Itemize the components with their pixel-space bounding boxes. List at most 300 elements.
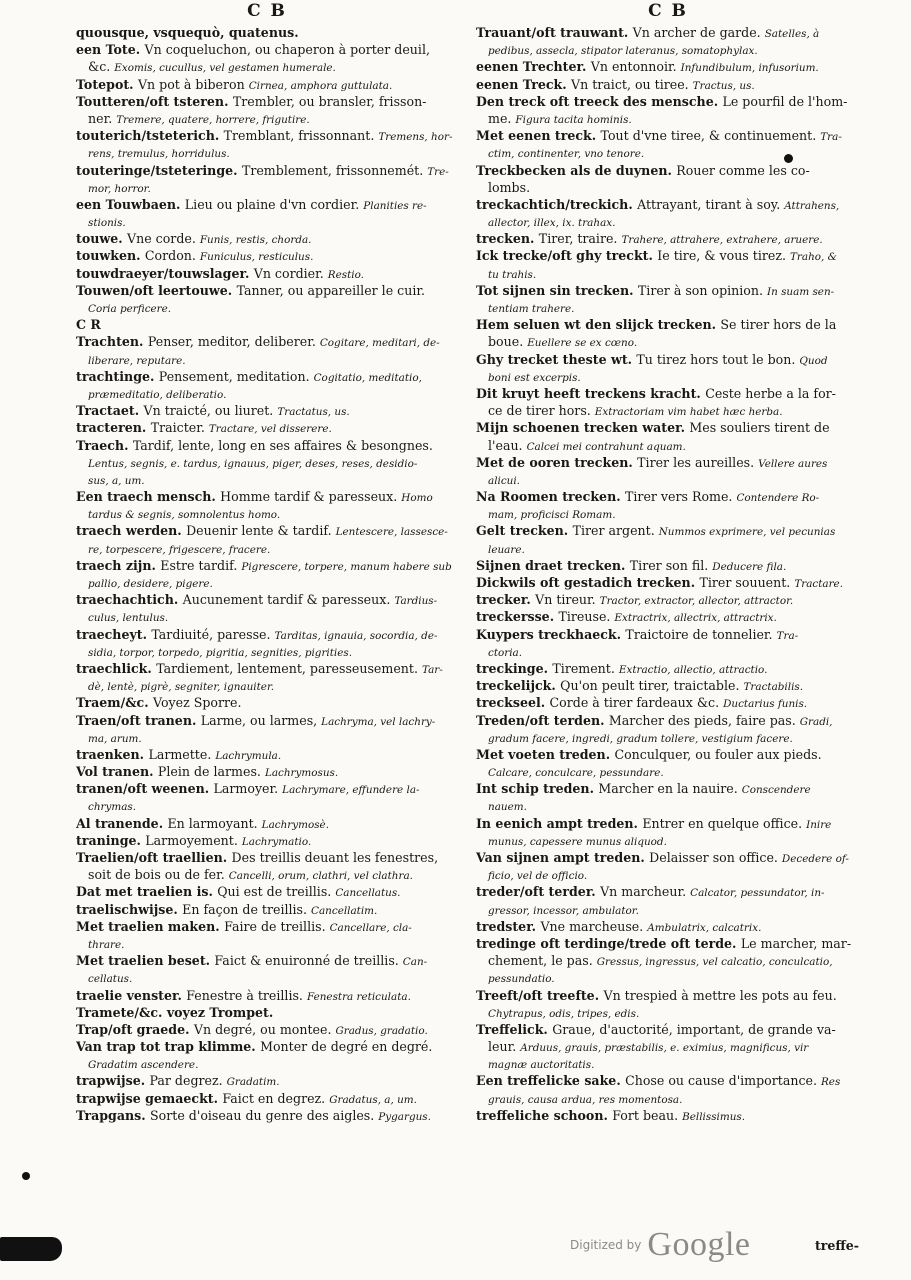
entry-line — [476, 213, 860, 230]
latin-gloss: chrymas. — [88, 801, 137, 814]
latin-gloss: Tra- — [776, 629, 799, 642]
french-gloss: Des treillis deuant les fenestres, — [231, 850, 439, 865]
french-gloss: Qui est de treillis. — [217, 884, 336, 900]
headword: Traem/&c. — [76, 695, 153, 711]
headword: traenken. — [76, 746, 149, 762]
latin-gloss: Cogitare, meditari, de- — [319, 337, 440, 350]
entry-line — [76, 196, 458, 213]
french-gloss: Tirement. — [552, 660, 619, 676]
entry-line — [476, 351, 860, 368]
french-gloss: Tirer argent. — [572, 523, 659, 539]
french-gloss: Rouer comme les co- — [676, 162, 810, 178]
headword: trapwijse gemaeckt. — [76, 1090, 223, 1106]
latin-gloss: tu trahis. — [488, 268, 537, 281]
entry-line — [476, 402, 860, 419]
headword: trecken. — [476, 231, 539, 247]
headword: treckinge. — [476, 660, 553, 676]
french-gloss: Traictoire de tonnelier. — [625, 626, 777, 642]
latin-gloss: Tremere, quatere, horrere, frigutire. — [116, 113, 310, 126]
french-gloss: Vn cordier. — [253, 265, 328, 281]
entry-line — [476, 127, 860, 144]
entry-line — [76, 797, 458, 814]
french-gloss: Tardiuité, paresse. — [151, 626, 275, 642]
entry-line — [476, 488, 860, 505]
latin-gloss: Restio. — [327, 268, 364, 281]
latin-gloss: Tractatus, us. — [277, 406, 350, 419]
entry-line — [476, 901, 860, 918]
entry-line — [476, 1038, 860, 1055]
french-gloss: Voyez Sporre. — [153, 695, 242, 711]
entry-line — [76, 454, 458, 471]
latin-gloss: Calcare, conculcare, pessundare. — [488, 767, 664, 780]
headword: Kuypers treckhaeck. — [476, 626, 626, 642]
entry-line — [76, 162, 458, 179]
latin-gloss: Tractus, us. — [692, 79, 755, 92]
latin-gloss: munus, capessere munus aliquod. — [488, 835, 667, 848]
entry-line — [76, 574, 458, 591]
entry-line — [76, 935, 458, 952]
left-column — [76, 2, 458, 1124]
entry-line — [476, 144, 860, 161]
latin-gloss: alicui. — [488, 474, 520, 487]
entry-line — [76, 815, 458, 832]
entry-line — [76, 127, 458, 144]
latin-gloss: Euellere se ex cœno. — [527, 337, 638, 350]
entry-line — [476, 866, 860, 883]
latin-gloss: Vellere aures — [758, 457, 828, 470]
latin-gloss: Lentus, segnis, e. tardus, ignauus, piger, deses, reses, desidio- — [88, 457, 418, 470]
latin-gloss: ficio, vel de officio. — [488, 870, 588, 883]
entry-line — [476, 385, 860, 402]
headword: traelischwijse. — [76, 901, 183, 917]
latin-gloss: Figura tacita hominis. — [515, 113, 632, 126]
headword: Treffelick. — [476, 1021, 553, 1037]
headword: Met traelien beset. — [76, 953, 215, 969]
latin-gloss: Tractare, vel disserere. — [208, 423, 332, 436]
french-gloss: lombs. — [488, 179, 531, 195]
headword: een Tote. — [76, 42, 145, 58]
entry-line — [76, 402, 458, 419]
entry-line — [476, 935, 860, 952]
french-gloss: Homme tardif & paresseux. — [220, 489, 402, 505]
french-gloss: Larmoyer. — [213, 781, 283, 797]
headword: Traen/oft tranen. — [76, 712, 201, 728]
latin-gloss: Decedere of- — [781, 853, 849, 865]
french-gloss: Lieu ou plaine d'vn cordier. — [184, 196, 364, 212]
entry-line — [76, 351, 458, 368]
headword: traecheyt. — [76, 626, 152, 642]
headword: Toutteren/oft tsteren. — [76, 93, 233, 109]
french-gloss: Vn trespied à mettre les pots au feu. — [603, 987, 837, 1003]
headword: Trapgans. — [76, 1107, 151, 1123]
latin-gloss: gradum facere, ingredi, gradum tollere, vestigium facere. — [488, 732, 793, 745]
french-gloss: me. — [488, 110, 516, 126]
latin-gloss: mor, horror. — [88, 182, 151, 195]
latin-gloss: dè, lentè, pigrè, segniter, ignauiter. — [88, 681, 275, 694]
headword: Dit kruyt heeft treckens kracht. — [476, 385, 706, 401]
entry-line — [76, 110, 458, 127]
latin-gloss: Quod — [799, 354, 828, 367]
entry-line — [476, 643, 860, 660]
entry-line — [476, 24, 860, 41]
headword: Trauant/oft trauwant. — [476, 25, 633, 40]
entry-line — [476, 196, 860, 213]
headword: Sijnen draet trecken. — [476, 557, 630, 573]
french-gloss: Par degrez. — [149, 1073, 227, 1089]
headword: Een traech mensch. — [76, 489, 221, 505]
entry-line — [476, 1090, 860, 1107]
french-gloss: Marcher en la nauire. — [598, 781, 742, 797]
french-gloss: Vn archer de garde. — [632, 25, 765, 40]
headword: traech zijn. — [76, 557, 161, 573]
latin-gloss: mam, proficisci Romam. — [488, 509, 616, 522]
latin-gloss: Planities re- — [363, 199, 427, 212]
headword: Van sijnen ampt treden. — [476, 850, 650, 865]
latin-gloss: magnæ auctoritatis. — [488, 1059, 595, 1072]
entry-line — [476, 557, 860, 574]
french-gloss: Cordon. — [144, 248, 200, 264]
latin-gloss: grauis, causa ardua, res momentosa. — [488, 1093, 683, 1106]
headword: trecker. — [476, 592, 536, 608]
latin-gloss: re, torpescere, frigescere, fracere. — [88, 543, 271, 556]
column-heading: C B — [247, 1, 287, 21]
headword: traechlick. — [76, 660, 157, 676]
right-column — [476, 2, 860, 1124]
latin-gloss: Cancelli, orum, clathri, vel clathra. — [228, 870, 413, 883]
entry-line — [76, 866, 458, 883]
entry-line — [76, 660, 458, 677]
entry-line — [76, 93, 458, 110]
latin-gloss: Calcator, pessundator, in- — [690, 887, 825, 900]
french-gloss: Vn degré, ou montee. — [193, 1021, 336, 1037]
entry-line — [476, 1004, 860, 1021]
entry-line — [76, 1072, 458, 1089]
entry-line — [476, 694, 860, 711]
entry-line — [76, 368, 458, 385]
headword: treffeliche schoon. — [476, 1107, 613, 1123]
french-gloss: Penser, meditor, deliberer. — [147, 334, 320, 350]
headword: Tot sijnen sin trecken. — [476, 282, 638, 298]
headword: Met traelien maken. — [76, 918, 225, 934]
latin-gloss: Gradus, gradatio. — [335, 1024, 428, 1037]
headword: treckseel. — [476, 695, 550, 711]
french-gloss: En façon de treillis. — [182, 901, 312, 917]
entry-line — [76, 1038, 458, 1055]
latin-gloss: Arduus, grauis, præstabilis, e. eximius, magnificus, vir — [520, 1042, 809, 1055]
latin-gloss: Funiculus, resticulus. — [199, 251, 314, 264]
entry-line — [476, 797, 860, 814]
french-gloss: Tremblant, frissonnant. — [223, 128, 379, 144]
entry-line — [476, 505, 860, 522]
latin-gloss: Calcei mei contrahunt aquam. — [526, 440, 686, 453]
french-gloss: Tremblement, frissonnemét. — [241, 162, 428, 178]
latin-gloss: Gradi, — [799, 715, 833, 728]
headword: tredster. — [476, 918, 541, 934]
entry-line — [476, 368, 860, 385]
latin-gloss: liberare, reputare. — [88, 354, 186, 367]
french-gloss: Fenestre à treillis. — [186, 987, 307, 1003]
entry-line — [76, 505, 458, 522]
entry-line — [76, 247, 458, 264]
french-gloss: Corde à tirer fardeaux &c. — [549, 695, 724, 711]
french-gloss: Larme, ou larmes, — [200, 712, 322, 728]
latin-gloss: Homo — [401, 492, 433, 505]
entry-line — [476, 471, 860, 488]
latin-gloss: gressor, incessor, ambulator. — [488, 904, 639, 917]
entry-line — [76, 385, 458, 402]
latin-gloss: Tarditas, ignauia, socordia, de- — [274, 629, 438, 642]
latin-gloss: Deducere fila. — [712, 560, 787, 573]
latin-gloss: Tra- — [820, 131, 842, 144]
watermark-brand: Google — [647, 1226, 751, 1263]
latin-gloss: Cogitatio, meditatio, — [313, 371, 422, 384]
latin-gloss: Lachrymosus. — [264, 767, 339, 780]
french-gloss: Monter de degré en degré. — [260, 1039, 433, 1055]
entry-line — [76, 557, 458, 574]
watermark-prefix: Digitized by — [570, 1238, 642, 1252]
headword: Touwen/oft leertouwe. — [76, 282, 237, 298]
headword: Mijn schoenen trecken water. — [476, 420, 690, 436]
latin-gloss: boni est excerpis. — [488, 371, 581, 384]
french-gloss: Aucunement tardif & paresseux. — [182, 592, 395, 608]
latin-gloss: Pigrescere, torpere, manum habere sub — [241, 560, 452, 573]
left-entries — [76, 24, 458, 1124]
headword: quousque, vsquequò, quatenus. — [76, 25, 299, 40]
column-heading: C B — [648, 1, 688, 21]
latin-gloss: Chytrapus, odis, tripes, edis. — [488, 1007, 640, 1020]
french-gloss: Tirer à son opinion. — [637, 282, 767, 298]
headword: Ghy trecket theste wt. — [476, 351, 637, 367]
entry-line — [76, 299, 458, 316]
latin-gloss: Fenestra reticulata. — [306, 990, 411, 1003]
entry-line — [476, 608, 860, 625]
latin-gloss: Tractor, extractor, allector, attractor. — [599, 595, 794, 608]
latin-gloss: Funis, restis, chorda. — [199, 234, 312, 247]
latin-gloss: thrare. — [88, 938, 125, 951]
headword: touwe. — [76, 231, 127, 247]
french-gloss: Vn traicté, ou liuret. — [143, 403, 278, 419]
french-gloss: Tirer son fil. — [629, 557, 713, 573]
headword: touwken. — [76, 248, 145, 264]
latin-gloss: Can- — [402, 956, 428, 969]
right-entries — [476, 24, 860, 1124]
headword: Tractaet. — [76, 403, 144, 419]
entry-line — [76, 282, 458, 299]
latin-gloss: Ambulatrix, calcatrix. — [647, 921, 762, 934]
entry-line — [76, 849, 458, 866]
entry-line — [476, 179, 860, 196]
entry-line — [476, 832, 860, 849]
headword: Gelt trecken. — [476, 523, 573, 539]
latin-gloss: Contendere Ro- — [736, 492, 820, 505]
headword: treckachtich/treckich. — [476, 196, 638, 212]
entry-line — [476, 265, 860, 282]
entry-line — [476, 677, 860, 694]
entry-line — [76, 316, 458, 333]
entry-line — [476, 110, 860, 127]
latin-gloss: Cancellatim. — [311, 904, 378, 917]
latin-gloss: Gradatim ascendere. — [88, 1059, 199, 1072]
latin-gloss: pessundatio. — [488, 973, 555, 986]
ink-blot — [784, 154, 793, 163]
entry-line — [476, 763, 860, 780]
latin-gloss: ctoria. — [488, 646, 523, 659]
latin-gloss: Cancellatus. — [335, 887, 401, 900]
latin-gloss: Coria perficere. — [88, 303, 172, 315]
latin-gloss: Tardius- — [394, 595, 438, 608]
entry-line — [476, 41, 860, 58]
digitization-watermark — [570, 1226, 751, 1264]
entry-line — [476, 454, 860, 471]
latin-gloss: Lachrymula. — [215, 749, 282, 762]
french-gloss: Faict en degrez. — [222, 1090, 330, 1106]
french-gloss: Tireuse. — [558, 609, 615, 625]
entry-line — [476, 522, 860, 539]
latin-gloss: pedibus, assecla, stipator lateranus, somatophylax. — [488, 45, 758, 58]
headword: touteringe/tsteteringe. — [76, 162, 242, 178]
french-gloss: Plein de larmes. — [157, 764, 265, 780]
entry-line — [76, 729, 458, 746]
entry-line — [476, 1021, 860, 1038]
catchword: treffe- — [814, 1238, 859, 1253]
latin-gloss: Conscendere — [741, 784, 811, 797]
french-gloss: Larmette. — [148, 746, 216, 762]
latin-gloss: Traho, & — [789, 251, 837, 264]
latin-gloss: culus, lentulus. — [88, 612, 169, 625]
headword: Trachten. — [76, 334, 148, 350]
latin-gloss: Extractoriam vim habet hæc herba. — [594, 406, 783, 419]
entry-line — [476, 574, 860, 591]
latin-gloss: Attrahens, — [784, 199, 840, 212]
latin-gloss: cellatus. — [88, 973, 133, 986]
french-gloss: Tirer souuent. — [699, 575, 795, 590]
latin-gloss: Infundibulum, infusorium. — [680, 62, 819, 75]
entry-line — [76, 952, 458, 969]
latin-gloss: rens, tremulus, horridulus. — [88, 148, 230, 161]
entry-line — [476, 58, 860, 75]
entry-line — [76, 987, 458, 1004]
headword: touterich/tsteterich. — [76, 128, 224, 144]
latin-gloss: Gressus, ingressus, vel calcatio, conculcatio, — [596, 956, 833, 969]
french-gloss: Le marcher, mar- — [740, 935, 852, 951]
latin-gloss: Tre- — [427, 165, 449, 178]
entry-line — [476, 437, 860, 454]
entry-line — [76, 626, 458, 643]
french-gloss: Entrer en quelque office. — [642, 815, 807, 831]
entry-line — [476, 780, 860, 797]
french-gloss: Vne marcheuse. — [540, 918, 648, 934]
french-gloss: boue. — [488, 334, 528, 350]
entry-line — [76, 471, 458, 488]
latin-gloss: Nummos exprimere, vel pecunias — [658, 526, 836, 539]
latin-gloss: Exomis, cucullus, vel gestamen humerale. — [114, 62, 336, 75]
headword: Dat met traelien is. — [76, 884, 218, 900]
entry-line — [76, 643, 458, 660]
latin-gloss: Lachrymatio. — [241, 835, 312, 848]
headword: treckersse. — [476, 609, 559, 625]
headword: Al tranende. — [76, 815, 168, 831]
entry-line — [476, 299, 860, 316]
headword: trachtinge. — [76, 368, 159, 384]
french-gloss: Faire de treillis. — [224, 918, 330, 934]
french-gloss: Tardif, lente, long en ses affaires & besongnes. — [132, 437, 433, 453]
french-gloss: Tanner, ou appareiller le cuir. — [236, 282, 425, 298]
entry-line — [76, 437, 458, 454]
latin-gloss: Gradatim. — [226, 1076, 280, 1089]
entry-line — [476, 1055, 860, 1072]
entry-line — [76, 780, 458, 797]
entry-line — [476, 712, 860, 729]
french-gloss: Tardiement, lentement, paresseusement. — [156, 660, 422, 676]
latin-gloss: Inire — [806, 818, 832, 831]
latin-gloss: tentiam trahere. — [488, 303, 575, 315]
entry-line — [476, 1072, 860, 1089]
entry-line — [76, 694, 458, 711]
latin-gloss: Extractio, allectio, attractio. — [618, 663, 768, 676]
latin-gloss: Tar- — [421, 663, 443, 676]
headword: Treckbecken als de duynen. — [476, 162, 677, 178]
latin-gloss: Pygargus. — [378, 1110, 431, 1123]
headword: Na Roomen trecken. — [476, 489, 625, 505]
latin-gloss: sus, a, um. — [88, 474, 145, 487]
entry-line — [476, 660, 860, 677]
entry-line — [476, 419, 860, 436]
headword: C R — [76, 317, 101, 333]
headword: Met eenen treck. — [476, 128, 601, 144]
headword: traelie venster. — [76, 987, 187, 1003]
french-gloss: Graue, d'auctorité, important, de grande va- — [552, 1021, 836, 1037]
french-gloss: chement, le pas. — [488, 953, 597, 969]
latin-gloss: Lachrymosè. — [261, 818, 330, 831]
french-gloss: Vn pot à biberon — [137, 76, 249, 92]
french-gloss: Faict & enuironné de treillis. — [214, 953, 403, 969]
headword: Tramete/&c. voyez Trompet. — [76, 1004, 274, 1020]
headword: tranen/oft weenen. — [76, 781, 214, 797]
entry-line — [76, 419, 458, 436]
french-gloss: l'eau. — [488, 437, 527, 453]
entry-line — [476, 282, 860, 299]
french-gloss: Tirer, traire. — [538, 231, 622, 247]
latin-gloss: Lachrymare, effundere la- — [282, 784, 420, 797]
headword: treckelijck. — [476, 678, 561, 694]
latin-gloss: Extractrix, allectrix, attractrix. — [614, 612, 777, 625]
french-gloss: &c. — [88, 59, 115, 75]
latin-gloss: Res — [820, 1076, 841, 1089]
entry-line — [76, 1004, 458, 1021]
headword: Int schip treden. — [476, 781, 599, 797]
french-gloss: Mes souliers tirent de — [689, 420, 830, 436]
headword: een Touwbaen. — [76, 196, 185, 212]
latin-gloss: ma, arum. — [88, 732, 142, 745]
latin-gloss: Ductarius funis. — [723, 698, 808, 711]
entry-line — [76, 488, 458, 505]
entry-line — [76, 969, 458, 986]
entry-line — [476, 729, 860, 746]
entry-line — [76, 144, 458, 161]
headword: Dickwils oft gestadich trecken. — [476, 575, 700, 590]
entry-line — [76, 608, 458, 625]
french-gloss: Vn tireur. — [535, 592, 600, 608]
headword: traechachtich. — [76, 592, 183, 608]
french-gloss: ce de tirer hors. — [488, 403, 595, 419]
latin-gloss: Tremens, hor- — [378, 131, 453, 144]
entry-line — [76, 179, 458, 196]
french-gloss: Sorte d'oiseau du genre des aigles. — [150, 1107, 379, 1123]
french-gloss: Conculquer, ou fouler aux pieds. — [614, 746, 822, 762]
french-gloss: Estre tardif. — [160, 557, 242, 573]
french-gloss: Se tirer hors de la — [720, 317, 837, 333]
latin-gloss: sidia, torpor, torpedo, pigritia, segnities, pigrities. — [88, 646, 353, 659]
